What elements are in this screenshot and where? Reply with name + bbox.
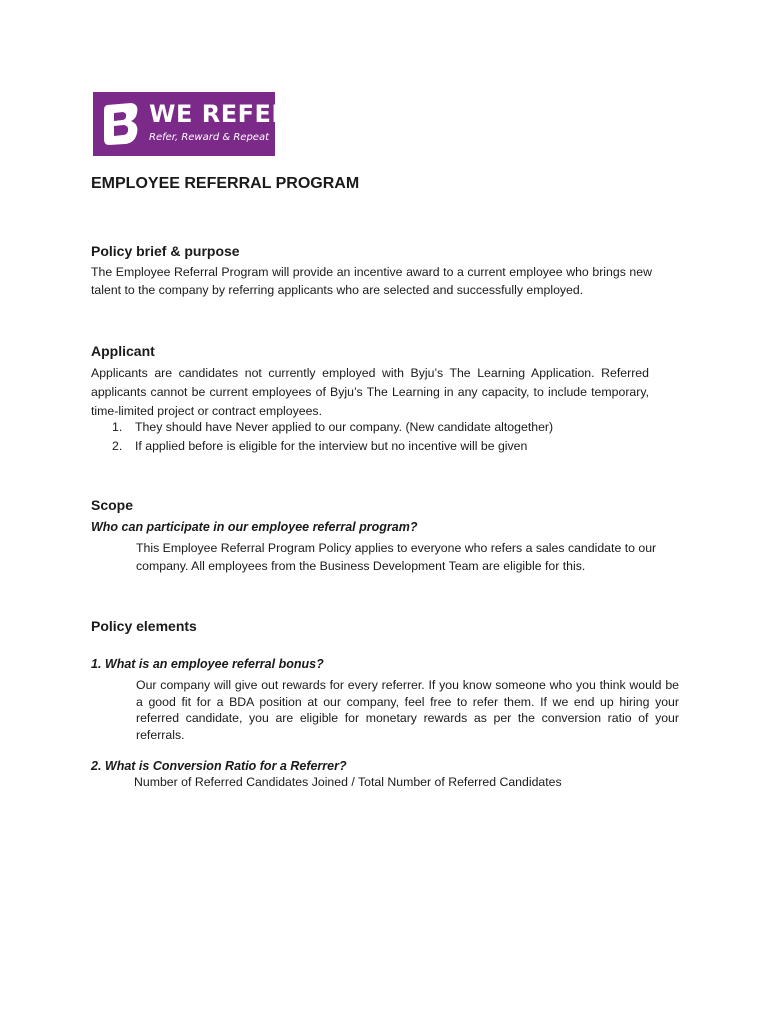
list-item-number: 1. [112,420,123,434]
policy-brief-heading: Policy brief & purpose [91,243,240,259]
logo-title: WE REFER [149,100,291,128]
list-item [112,420,553,434]
list-item-text: If applied before is eligible for the interview but no incentive will be given [135,439,528,453]
referral-bonus-question: 1. What is an employee referral bonus? [91,657,324,671]
referral-bonus-answer: Our company will give out rewards for every referrer. If you know someone who you think would be a good fit for a BDA position at our company, feel free to refer them. If we end up hiring your referred candidate, you are eligible for monetary rewards as per the conversion ratio of your referrals. [136,678,679,742]
scope-body: This Employee Referral Program Policy applies to everyone who refers a sales candidate to our company. All employees from the Business Development Team are eligible for this. [136,541,657,573]
list-item-text: They should have Never applied to our company. (New candidate altogether) [135,420,554,434]
b-badge-icon [101,101,143,147]
logo-tagline: Refer, Reward & Repeat [149,132,269,143]
conversion-ratio-formula: Number of Referred Candidates Joined / Total Number of Referred Candidates [134,775,562,789]
scope-heading: Scope [91,497,134,513]
applicant-body: Applicants are candidates not currently employed with Byju’s The Learning Application. Referred applicants cannot be current employees of Byju’s The Learning in any capacity, to include temporary, time-limited project or contract employees. [91,366,649,418]
list-item [112,439,527,453]
conversion-ratio-question: 2. What is Conversion Ratio for a Referrer? [91,759,347,773]
policy-elements-heading: Policy elements [91,618,197,634]
we-refer-logo [93,92,291,156]
list-item-number: 2. [112,439,123,453]
scope-question: Who can participate in our employee referral program? [91,520,418,534]
document-title: EMPLOYEE REFERRAL PROGRAM [91,175,360,192]
policy-brief-body: The Employee Referral Program will provide an incentive award to a current employee who brings new talent to the company by referring applicants who are selected and successfully employed. [91,265,652,297]
applicant-heading: Applicant [91,343,155,359]
